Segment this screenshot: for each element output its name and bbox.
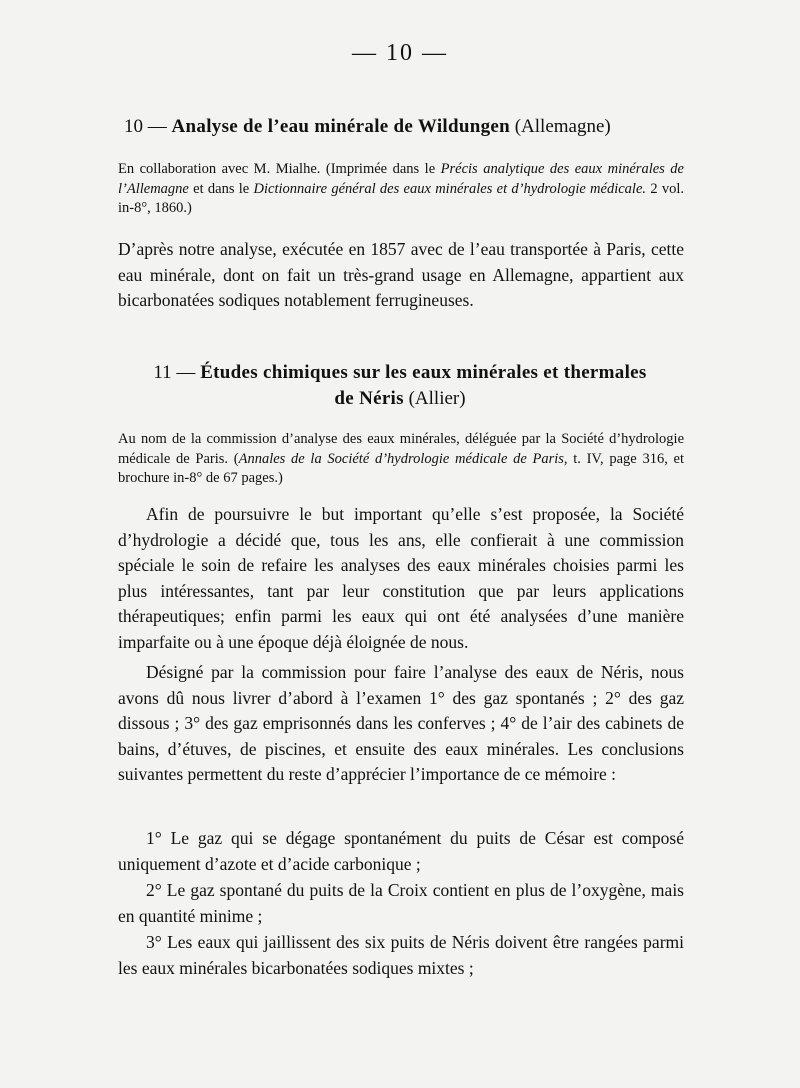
section-title-line1: Études chimiques sur les eaux minérales et thermales xyxy=(200,362,647,383)
section-heading-11 xyxy=(110,360,690,412)
section-number: 11 — xyxy=(153,362,196,383)
reference-middle: et dans le xyxy=(188,180,254,197)
bibliographic-reference xyxy=(118,160,684,219)
section-number: 10 — xyxy=(124,116,167,137)
conclusion-item: 2° Le gaz spontané du puits de la Croix contient en plus de l’oxygène, mais en quantité minime ; xyxy=(118,880,684,926)
section-place: (Allier) xyxy=(408,388,466,409)
page-number: — 10 — xyxy=(352,40,448,66)
bibliographic-reference xyxy=(118,430,684,489)
reference-prefix: Au nom de la commission d’analyse des eaux minérales, déléguée par la Société d’hydrologie médicale de Paris. ( xyxy=(118,431,684,467)
section-place: (Allemagne) xyxy=(514,116,611,137)
reference-title-italic: Précis analytique des eaux minérales de l’Allemagne xyxy=(118,161,684,197)
conclusion-item: 1° Le gaz qui se dégage spontanément du puits de César est composé uniquement d’azote et d’acide carbonique ; xyxy=(118,828,684,874)
conclusion-item: 3° Les eaux qui jaillissent des six puits de Néris doivent être rangées parmi les eaux minérales bicarbonatées sodiques mixtes ; xyxy=(118,932,684,978)
section-heading-10 xyxy=(124,114,684,140)
body-paragraph: Désigné par la commission pour faire l’analyse des eaux de Néris, nous avons dû nous livrer d’abord à l’examen 1° des gaz spontanés ; 2° des gaz dissous ; 3° des gaz emprisonnés dans les conferves ; 4° de l’air des cabinets de bains, d’étuves, de piscines, et ensuite des eaux minérales. Les conclusions suivantes permettent du reste d’apprécier l’importance de ce mémoire : xyxy=(118,662,684,784)
reference-prefix: En collaboration avec M. Mialhe. (Imprimée dans le xyxy=(118,161,441,177)
reference-title-italic: Dictionnaire général des eaux minérales et d’hydrologie médicale. xyxy=(253,180,647,197)
reference-suffix: t. IV, page 316, et brochure in-8° de 67 pages.) xyxy=(118,450,684,486)
reference-title-italic: Annales de la Société d’hydrologie médicale de Paris, xyxy=(238,450,568,467)
section-title: Analyse de l’eau minérale de Wildungen xyxy=(171,116,510,137)
section-title-line2: de Néris xyxy=(334,388,404,409)
body-paragraph: D’après notre analyse, exécutée en 1857 avec de l’eau transportée à Paris, cette eau minérale, dont on fait un très-grand usage en Allemagne, appartient aux bicarbonatées sodiques notablement ferrugineuses. xyxy=(118,239,684,310)
body-paragraph: Afin de poursuivre le but important qu’elle s’est proposée, la Société d’hydrologie a décidé que, tous les ans, elle confierait à une commission spéciale le soin de refaire les analyses des eaux minérales choisies parmi les plus intéressantes, tant par leur constitution que par leurs applications thérapeutiques; enfin parmi les eaux qui ont été analysées d’une manière imparfaite ou à une époque déjà éloignée de nous. xyxy=(118,504,684,652)
reference-suffix: 2 vol. in-8°, 1860.) xyxy=(118,180,684,216)
